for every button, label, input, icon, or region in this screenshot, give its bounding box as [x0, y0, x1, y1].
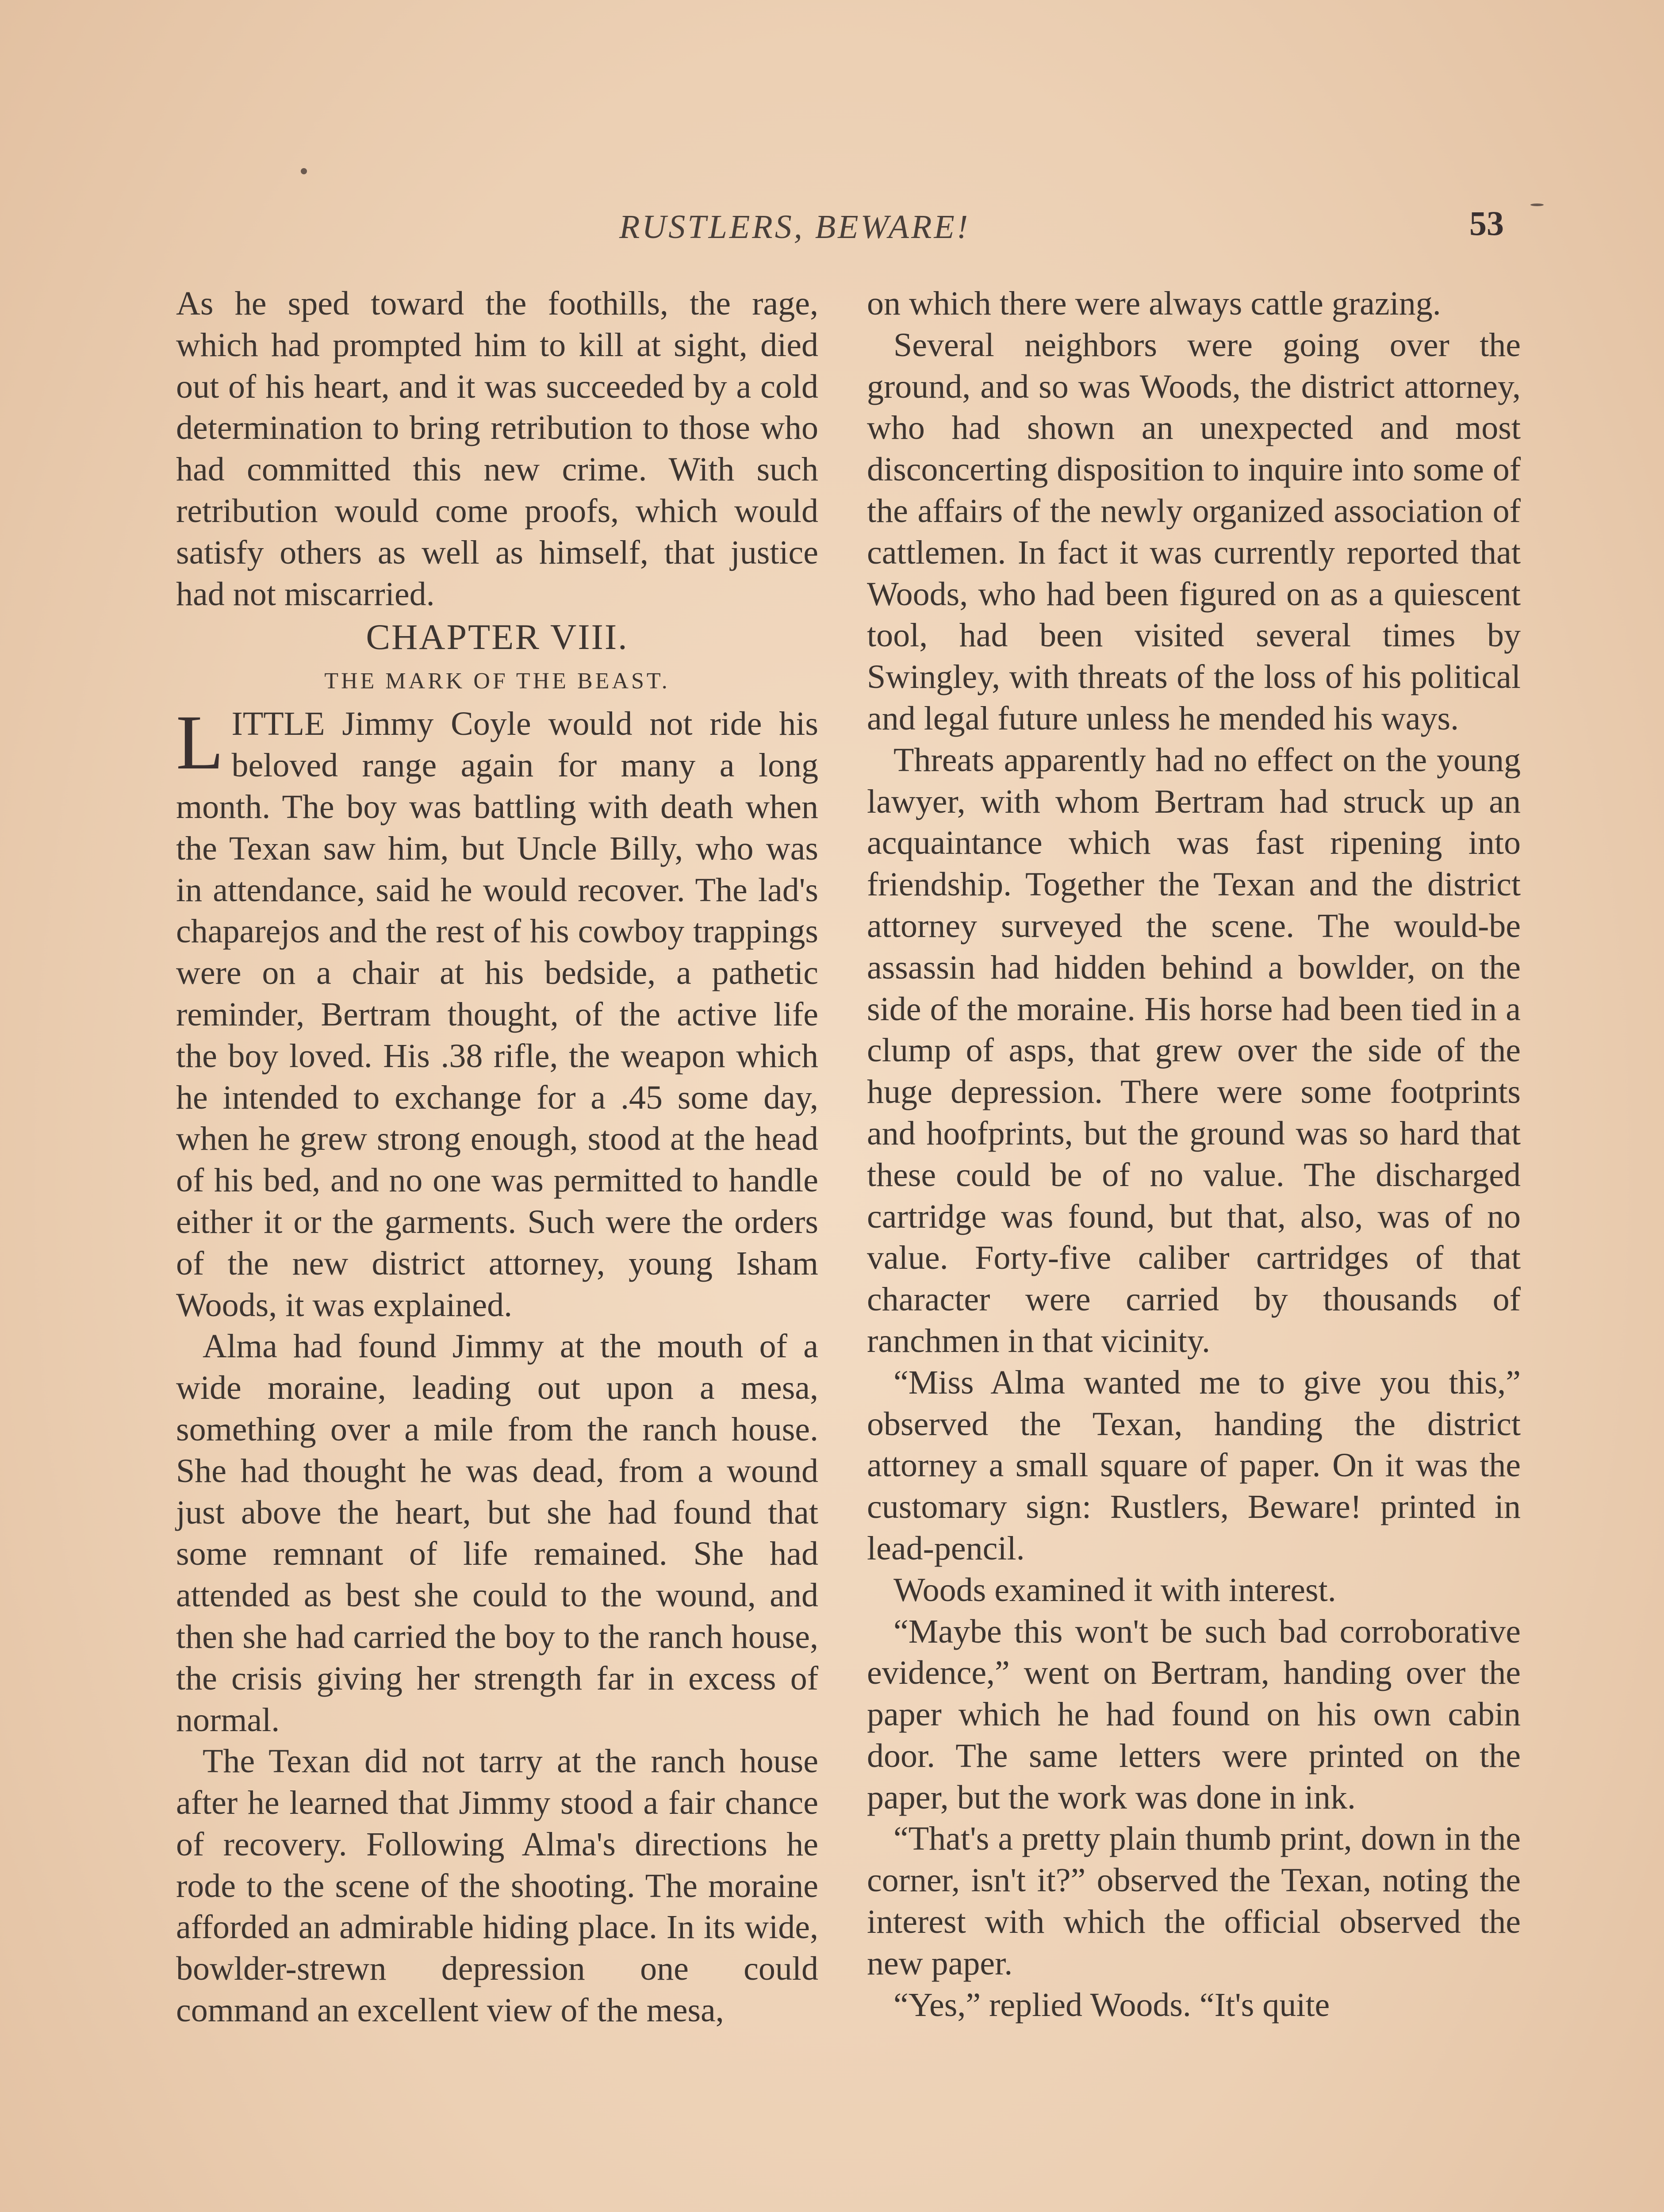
paragraph: Woods examined it with interest.: [893, 1571, 1336, 1609]
paragraph: “That's a pretty plain thumb print, down in the corner, isn't it?” observed the Texan, noting the interest with which the official observed the new paper.: [867, 1820, 1521, 1982]
paragraph: Several neighbors were going over the ground, and so was Woods, the district attorney, who had shown an unexpected and most disconcerting disposition to inquire into some of the affairs of the newly organized association of cattlemen. In fact it was currently reported that Woods, who had been figured on as a quiescent tool, had been visited several times by Swingley, with threats of the loss of his political and legal future unless he mended his ways.: [867, 326, 1521, 737]
paragraph: The Texan did not tarry at the ranch house after he learned that Jimmy stood a fair chance of recovery. Following Alma's directions he rode to the scene of the shooting. The moraine afforded an admirable hiding place. In its wide, bowlder-strewn depression one could command an excellent view of the mesa,: [176, 1743, 818, 2029]
paragraph: “Maybe this won't be such bad corroborative evidence,” went on Bertram, handing over the paper which he had found on his own cabin door. The same letters were printed on the paper, but the work was done in ink.: [867, 1613, 1521, 1816]
ink-speck: [301, 168, 307, 174]
paragraph: Threats apparently had no effect on the young lawyer, with whom Bertram had struck up an acquaintance which was fast ripening into friendship. Together the Texan and the district attorney surveyed the scene. The would-be assassin had hidden behind a bowlder, on the side of the moraine. His horse had been tied in a clump of asps, that grew over the side of the huge depression. There were some footprints and hoofprints, but the ground was so hard that these could be of no value. The discharged cartridge was found, but that, also, was of no value. Forty-five caliber cartridges of that character were carried by thousands of ranchmen in that vicinity.: [867, 741, 1521, 1359]
drop-cap: L: [176, 699, 224, 786]
paragraph-with-dropcap: [176, 699, 818, 1326]
left-column: [176, 283, 818, 2032]
chapter-subtitle: THE MARK OF THE BEAST.: [324, 668, 670, 694]
paragraph: Alma had found Jimmy at the mouth of a wide moraine, leading out upon a mesa, something over a mile from the ranch house. She had thought he was dead, from a wound just above the heart, but she had found that some remnant of life remained. She had attended as best she could to the wound, and then she had carried the boy to the ranch house, the crisis giving her strength far in excess of normal.: [176, 1328, 818, 1739]
paragraph-text: ITTLE Jimmy Coyle would not ride his beloved range again for many a long month. The boy was battling with death when the Texan saw him, but Uncle Billy, who was in attendance, said he would recover. The lad's chaparejos and the rest of his cowboy trappings were on a chair at his bedside, a pathetic reminder, Bertram thought, of the active life the boy loved. His .38 rifle, the weapon which he intended to exchange for a .45 some day, when he grew strong enough, stood at the head of his bed, and no one was permitted to handle either it or the garments. Such were the orders of the new district attorney, young Isham Woods, it was explained.: [176, 705, 818, 1324]
paragraph: “Yes,” replied Woods. “It's quite: [893, 1986, 1330, 2024]
chapter-title: CHAPTER VIII.: [366, 617, 629, 657]
right-column: [867, 283, 1521, 2026]
ink-speck: [1530, 204, 1544, 206]
running-head: RUSTLERS, BEWARE!: [619, 208, 970, 246]
paragraph: “Miss Alma wanted me to give you this,” observed the Texan, handing the district attorney a small square of paper. On it was the customary sign: Rustlers, Beware! printed in lead-pencil.: [867, 1363, 1521, 1567]
paragraph: on which there were always cattle grazing.: [867, 285, 1441, 322]
page-number: 53: [1469, 204, 1504, 242]
paragraph: As he sped toward the foothills, the rage, which had prompted him to kill at sight, died out of his heart, and it was succeeded by a cold determination to bring retribution to those who had committed this new crime. With such retribution would come proofs, which would satisfy others as well as himself, that justice had not miscarried.: [176, 285, 818, 613]
